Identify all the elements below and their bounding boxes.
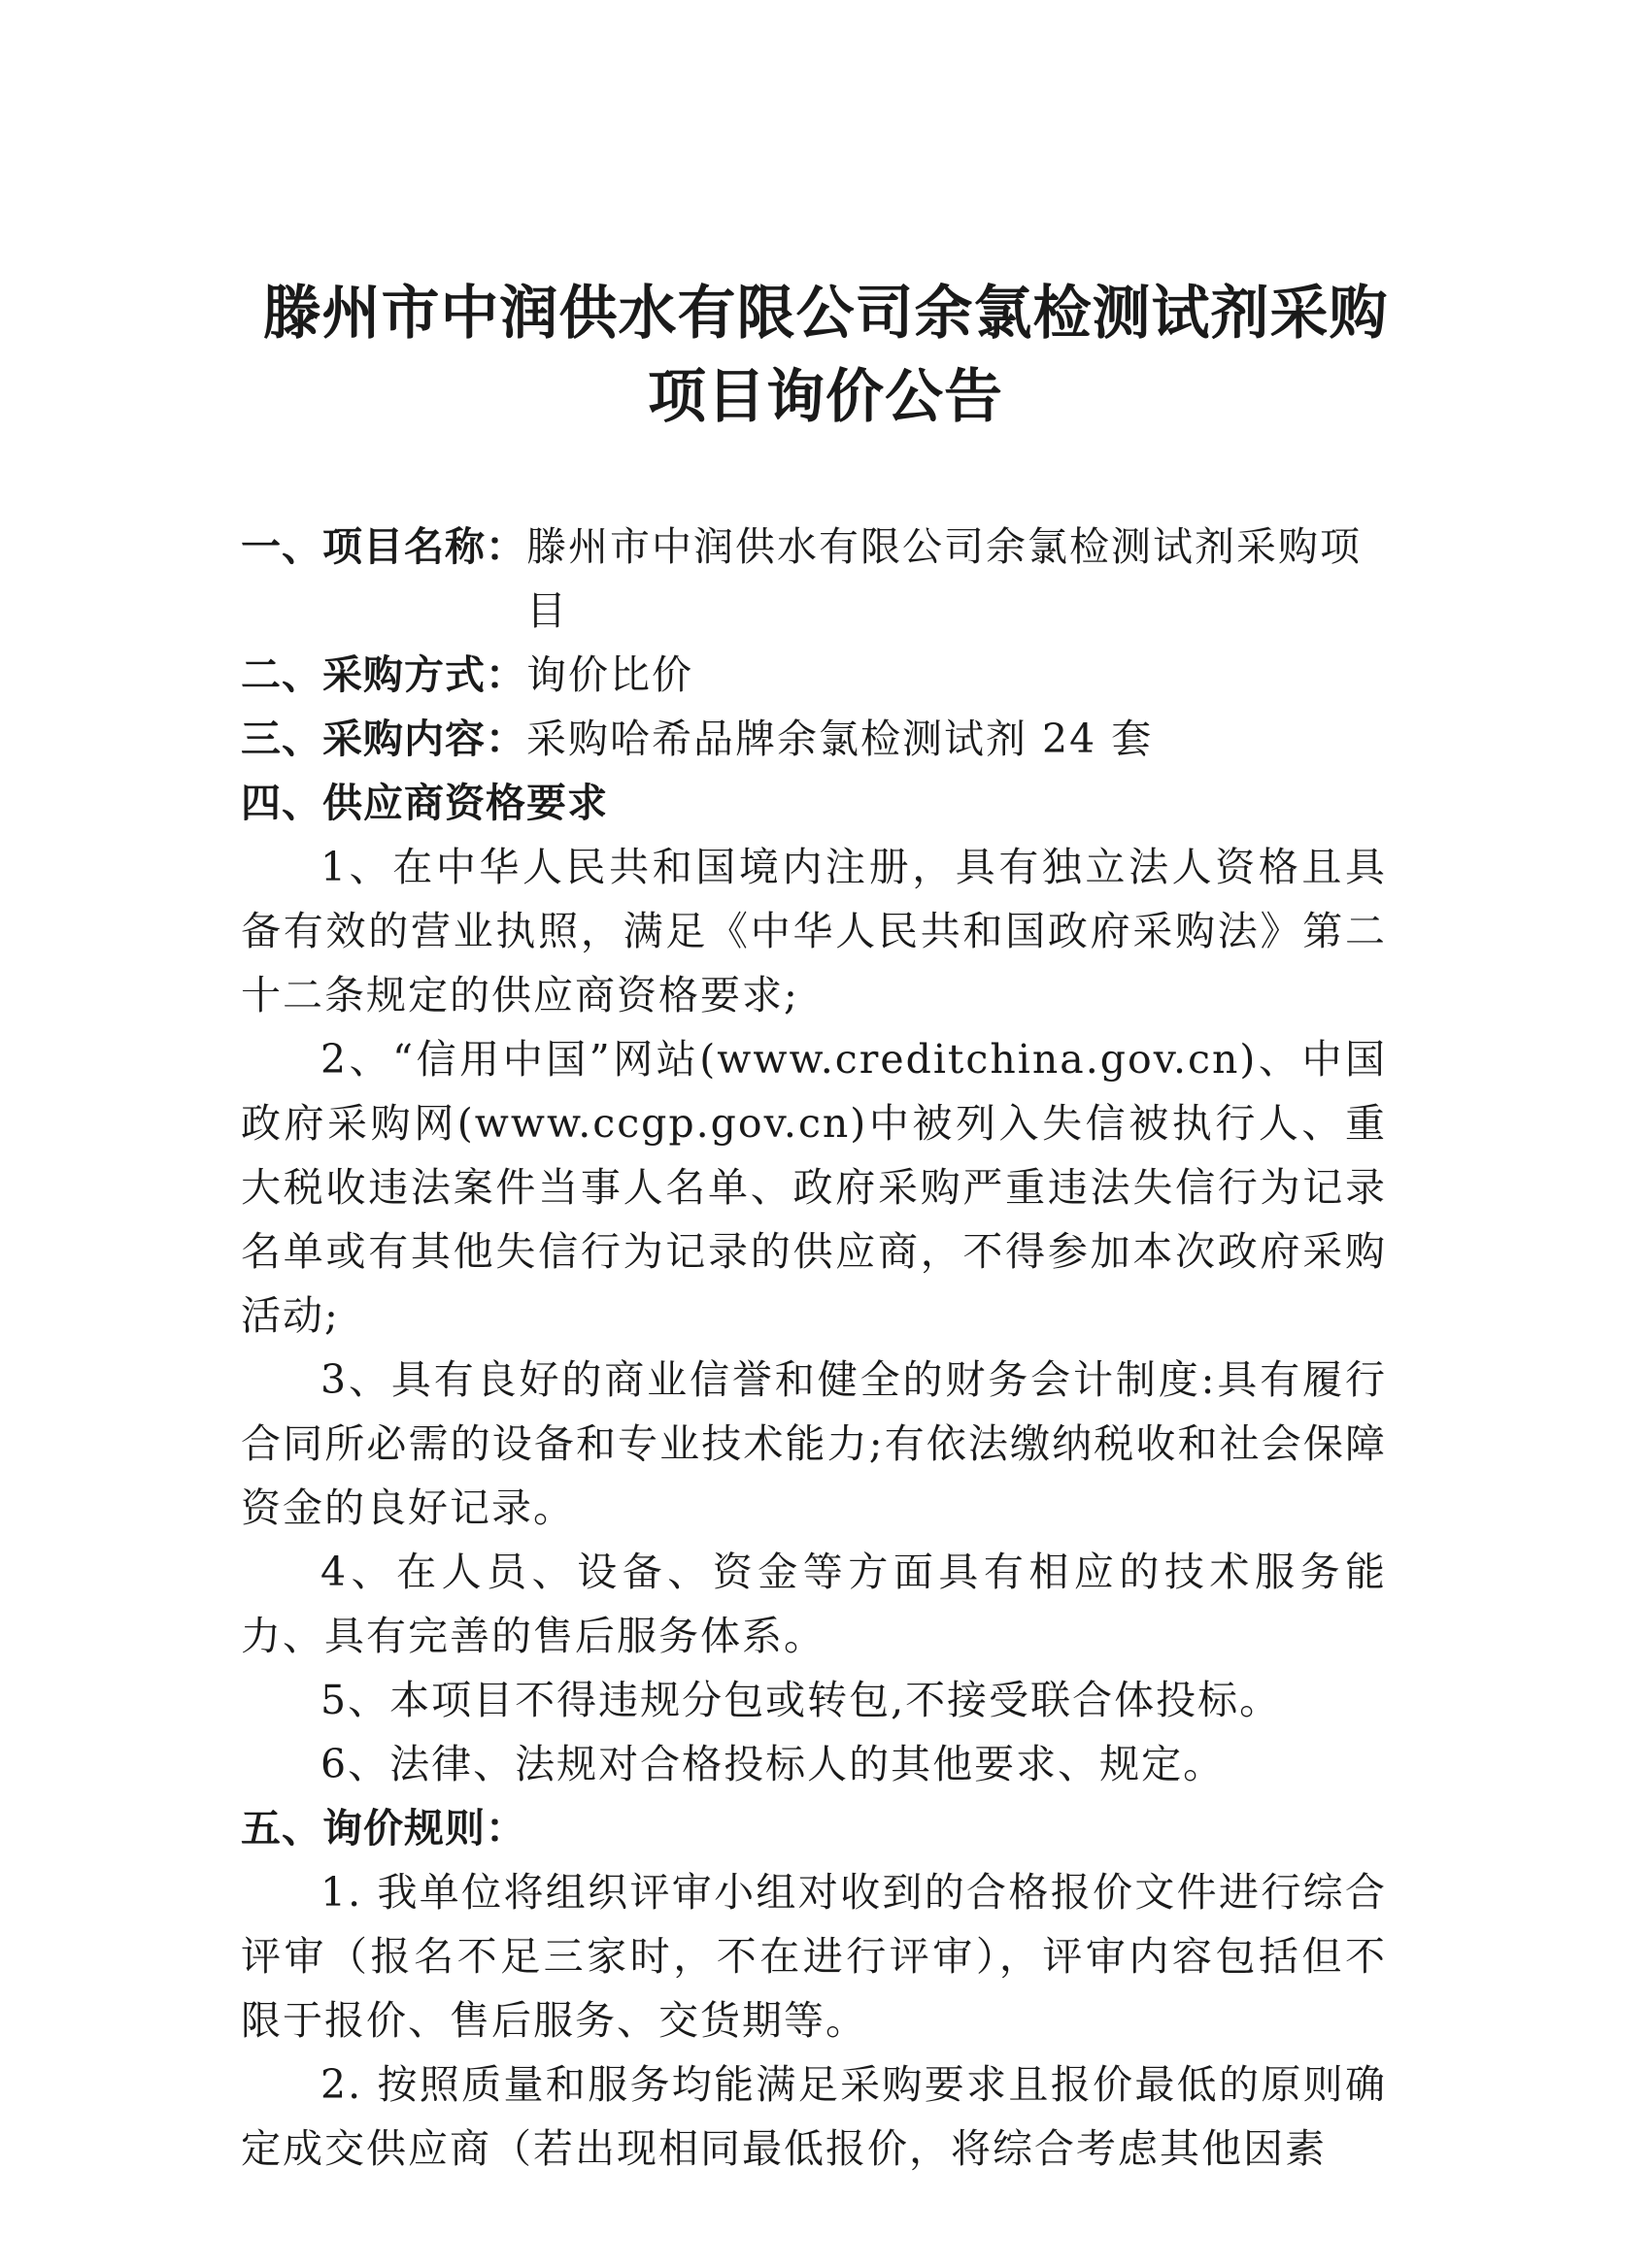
requirement-item-5: 5、本项目不得违规分包或转包,不接受联合体投标。 — [320, 1677, 1282, 1723]
requirement-item-1: 1、在中华人民共和国境内注册，具有独立法人资格且具备有效的营业执照，满足《中华人民共和国政府采购法》第二十二条规定的供应商资格要求; — [241, 844, 1387, 1018]
section-procurement-method — [241, 643, 1387, 707]
document-body — [241, 515, 1387, 2181]
rule-item-1: 1. 我单位将组织评审小组对收到的合格报价文件进行综合评审（报名不足三家时，不在进行评审），评审内容包括但不限于报价、售后服务、交货期等。 — [241, 1869, 1387, 2044]
section-procurement-content-heading: 三、采购内容： — [241, 716, 526, 762]
section-procurement-method-value: 询价比价 — [526, 651, 693, 698]
section-project-name-value: 滕州市中润供水有限公司余氯检测试剂采购项目 — [526, 523, 1362, 634]
section-procurement-method-heading: 二、采购方式： — [241, 651, 526, 698]
section-procurement-content — [241, 707, 1387, 771]
section-supplier-requirements-heading: 四、供应商资格要求 — [241, 780, 608, 826]
section-project-name — [241, 515, 1387, 643]
rule-item-2: 2. 按照质量和服务均能满足采购要求且报价最低的原则确定成交供应商（若出现相同最低报价，将综合考虑其他因素 — [241, 2061, 1387, 2172]
document-title — [175, 272, 1476, 439]
section-procurement-content-value: 采购哈希品牌余氯检测试剂 24 套 — [526, 716, 1154, 762]
title-line-2: 项目询价公告 — [648, 363, 1003, 431]
requirement-item-6: 6、法律、法规对合格投标人的其他要求、规定。 — [320, 1741, 1226, 1787]
requirement-item-4: 4、在人员、设备、资金等方面具有相应的技术服务能力、具有完善的售后服务体系。 — [241, 1549, 1387, 1659]
title-line-1: 滕州市中润供水有限公司余氯检测试剂采购 — [262, 280, 1389, 348]
requirement-item-3: 3、具有良好的商业信誉和健全的财务会计制度:具有履行合同所必需的设备和专业技术能力;有依法缴纳税收和社会保障资金的良好记录。 — [241, 1356, 1387, 1531]
section-inquiry-rules-heading: 五、询价规则： — [241, 1805, 526, 1851]
section-project-name-heading: 一、项目名称： — [241, 523, 526, 570]
requirement-item-2: 2、“信用中国”网站(www.creditchina.gov.cn)、中国政府采购网(www.ccgp.gov.cn)中被列入失信被执行人、重大税收违法案件当事人名单、政府采购严重违法失信行为记录名单或有其他失信行为记录的供应商，不得参加本次政府采购活动; — [241, 1036, 1387, 1339]
